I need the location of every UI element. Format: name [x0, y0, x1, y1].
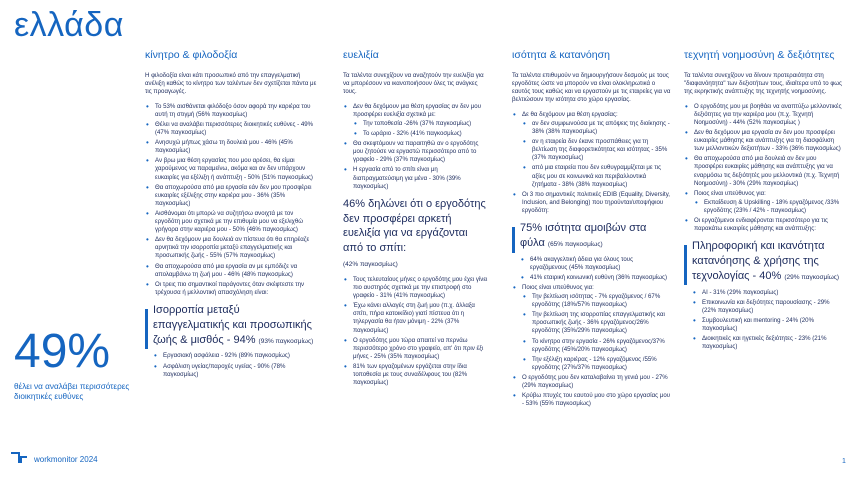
list-item: • Το ωράριο - 32% (41% παγκοσμίως)	[353, 130, 489, 138]
list-item: • Την βελτίωση ισότητας - 7% εργαζόμενος / 67% εργοδότης (18%/57% παγκοσμίως)	[522, 293, 672, 309]
list-item: • Θέλει να αναλάβει περισσότερες διοικητικές ευθύνες - 49% (47% παγκοσμίως)	[145, 121, 317, 137]
list-item: • Οι 3 πιο σημαντικές πολιτικές EDIB (Equality, Diversity, Inclusion, and Belonging) που τηρούνται/υποψήφιου εργοδότη:	[512, 191, 672, 215]
highlight-main: Πληροφορική και ικανότητα κατανόησης & χρήσης της τεχνολογίας - 40%	[692, 240, 825, 282]
list-item: • Οι εργαζόμενοι ενδιαφέρονται περισσότερο για τις παρακάτω ευκαιρίες μάθησης και ανάπτυξης:	[684, 217, 844, 233]
list-item-text: Δεν θα δεχόμουν μια θέση εργασίας αν δεν μου προσφέρει ευελιξία σχετικά με:	[353, 102, 482, 118]
list-item: • Τους τελευταίους μήνες ο εργοδότης μου έχει γίνει πιο αυστηρός σχετικά με την επιστροφή στο γραφείο - 31% (41% παγκοσμίως)	[343, 276, 489, 300]
list-item: • από μια εταιρεία που δεν ευθυγραμμίζεται με τις αξίες μου σε κοινωνικά και περιβαλλοντικά ζητήματα - 38% (38% παγκοσμίως)	[522, 164, 672, 188]
section-intro: Τα ταλέντα επιθυμούν να δημιουργήσουν δεσμούς με τους εργοδότες ώστε να μπορούν να είναι ολοκληρωτικά ο εαυτός τους καθώς και να εργαστούν με τις εταιρείες για να βελτιώσουν την ισότητα στο χώρο εργασίας.	[512, 71, 671, 103]
sub-list	[353, 120, 489, 138]
list-item	[343, 103, 489, 138]
bullet-list	[145, 103, 317, 297]
bullet-list	[343, 103, 489, 191]
highlight-main: 46% δηλώνει ότι ο εργοδότης δεν προσφέρει αρκετή ευελιξία για να εργάζονται από το σπίτι:	[343, 197, 486, 255]
bullet-list	[684, 103, 844, 233]
list-item: • Θα αποχωρούσα από μια δουλειά αν δεν μου προσφέρει ευκαιρίες μάθησης και ανάπτυξης για να εναρμόσω τις δεξιότητές μου μελλοντικά (π.χ. Τεχνητή Νοημοσύνη) - 30% (29% παγκοσμίως)	[684, 155, 844, 187]
list-item: • Την βελτίωση της ισορροπίας επαγγελματικής και προσωπικής ζωής - 36% εργαζόμενος/26% εργοδότης (35%/29% παγκοσμίως)	[522, 311, 672, 335]
list-item: • Οι τρεις πιο σημαντικοί παράγοντες όταν σκέφτεστε την τρέχουσα ή μελλοντική απασχόληση είναι:	[145, 281, 317, 297]
list-item: • AI - 31% (29% παγκοσμίως)	[692, 289, 844, 297]
sub-list	[153, 352, 317, 378]
list-item: • Εκπαίδευση & Upskilling - 18% εργαζόμενος /33% εργοδότης (23% / 42% - παγκοσμίως)	[694, 199, 844, 215]
list-item: • Την εξέλιξη καριέρας - 12% εργαζόμενος /55% εργοδότης (27%/37% παγκοσμίως)	[522, 356, 672, 372]
list-item: • Την τοποθεσία -26% (37% παγκοσμίως)	[353, 120, 489, 128]
list-item	[684, 190, 844, 215]
list-item: • Θα σκεφτόμουν να παραιτηθώ αν ο εργοδότης μου ζητούσε να εργαστώ περισσότερο από το γραφείο - 29% (37% παγκοσμίως)	[343, 140, 489, 164]
sub-list	[692, 289, 844, 352]
column-motivation	[145, 50, 317, 381]
list-item: • Δεν θα δεχόμουν μια εργασία αν δεν μου προσφέρει ευκαιρίες μάθησης και ανάπτυξης για τη διασφάλιση των μελλοντικών δεξιοτήτων - 33% (36% παγκοσμίως)	[684, 129, 844, 153]
list-item	[512, 111, 672, 189]
highlight-bar	[684, 245, 687, 285]
highlight-block	[145, 303, 317, 379]
list-item: • Έχω κάνει αλλαγές στη ζωή μου (π.χ. άλλαξα σπίτι, πήρα κατοικίδιο) γιατί πίστευα ότι η τηλεργασία θα ήταν μόνιμη - 22% (37% παγκοσμίως)	[343, 302, 489, 334]
list-item: • 64% ακαγγελτική άδεια για όλους τους εργαζόμενους (45% παγκοσμίως)	[520, 256, 672, 272]
highlight-block	[684, 239, 844, 351]
sub-list	[694, 199, 844, 215]
bullet-list	[512, 111, 672, 215]
list-item: • Εργασιακή ασφάλεια - 92% (89% παγκοσμίως)	[153, 352, 317, 360]
highlight-text	[520, 221, 672, 251]
highlight-main: 75% ισότητα αμοιβών στα φύλα	[520, 222, 647, 249]
footer	[10, 452, 98, 466]
sub-list	[520, 256, 672, 282]
highlight-note: (42% παγκοσμίως)	[343, 261, 398, 269]
list-item: • Ανησυχώ μήπως χάσω τη δουλειά μου - 46% (45% παγκοσμίως)	[145, 139, 317, 155]
list-item: • 81% των εργαζομένων εργάζεται στην ίδια τοποθεσία με τους συναδέλφους του (82% παγκοσμίως)	[343, 363, 489, 387]
list-item: • 41% εταιρική κοινωνική ευθύνη (36% παγκοσμίως)	[520, 274, 672, 282]
page-number: 1	[842, 458, 846, 465]
highlight-note: (29% παγκοσμίως)	[784, 273, 840, 281]
list-item: • Το 53% αισθάνεται φιλόδοξο όσον αφορά την καριέρα του αυτή τη στιγμή (56% παγκοσμίως)	[145, 103, 317, 119]
list-item: • Διοικητικές και ηγετικές δεξιότητες - 23% (21% παγκοσμίως)	[692, 335, 844, 351]
list-item: • Κρύβω πτυχές του εαυτού μου στο χώρο εργασίας μου - 53% (55% παγκοσμίως)	[512, 392, 672, 408]
key-stat-description: θέλει να αναλάβει περισσότερες διοικητικές ευθύνες	[14, 382, 130, 402]
list-item: • Ο εργοδότης μου με βοηθάει να αναπτύξω μελλοντικές δεξιότητες για την καριέρα μου (π.χ. Τεχνητή Νοημοσύνη) - 44% (52% παγκοσμίως )	[684, 103, 844, 127]
highlight-block	[321, 197, 489, 387]
list-item: • αν δεν συμφωνούσα με τις απόψεις της διοίκησης - 38% (38% παγκοσμίως)	[522, 120, 672, 136]
sub-list	[522, 293, 672, 372]
list-item: • Η εργασία από το σπίτι είναι μη διαπραγματεύσιμη για μένα - 30% (39% παγκοσμίως)	[343, 166, 489, 190]
bullet-list	[512, 284, 672, 408]
list-item: • Αισθάνομαι ότι μπορώ να συζητήσω ανοιχτά με τον εργοδότη μου σχετικά με την επιθυμία μου να εξελιχθώ γρήγορα στην καριέρα μου - 50% (46% παγκοσμίως)	[145, 210, 317, 234]
randstad-logo-icon	[10, 452, 28, 466]
highlight-bar	[512, 227, 515, 253]
section-heading: ευελιξία	[343, 49, 379, 61]
section-heading: τεχνητή νοημοσύνη & δεξιότητες	[684, 49, 835, 61]
highlight-text	[153, 303, 317, 348]
list-item: • Το κίνητρο στην εργασία - 26% εργαζόμενος/37% εργοδότης (45%/20% παγκοσμίως)	[522, 338, 672, 354]
highlight-bar	[145, 309, 148, 349]
list-item: • Ο εργοδότης μου τώρα απαιτεί να περνάω περισσότερο χρόνο στο γραφείο, απ' ότι πριν έξι μήνες - 25% (35% παγκοσμίως)	[343, 337, 489, 361]
list-item-text: Ποιος είναι υπεύθυνος για:	[694, 189, 766, 197]
footer-brand: workmonitor 2024	[34, 454, 98, 464]
list-item: • Επικοινωνία και δεξιότητες παρουσίασης - 29% (22% παγκοσμίως)	[692, 299, 844, 315]
sub-list	[522, 120, 672, 189]
column-equality	[512, 50, 672, 410]
highlight-note: (93% παγκοσμίως)	[258, 337, 314, 345]
bullet-list	[321, 276, 489, 387]
column-ai-skills	[684, 50, 844, 353]
section-heading: κίνητρο & φιλοδοξία	[145, 49, 238, 61]
list-item	[512, 284, 672, 372]
section-heading: ισότητα & κατανόηση	[512, 49, 610, 61]
column-flexibility	[343, 50, 489, 389]
section-intro: Τα ταλέντα συνεχίζουν να δίνουν προτεραιότητα στη "διαφανόητητα" των δεξιοτήτων τους, ιδιαίτερα υπό το φως της εκρηκτικής ανάπτυξης της τεχνητής νοημοσύνης.	[684, 71, 842, 95]
highlight-block	[512, 221, 672, 282]
list-item: • Ασφάλιση υγείας/παροχές υγείας - 90% (78% παγκοσμίως)	[153, 363, 317, 379]
list-item: • Ο εργοδότης μου δεν καταλαβαίνει τη γενιά μου - 27% (29% παγκοσμίως)	[512, 374, 672, 390]
list-item-text: Ποιος είναι υπεύθυνος για:	[522, 284, 594, 292]
list-item-text: Δε θα δεχόμουν μια θέση εργασίας:	[522, 110, 618, 118]
key-stat	[14, 325, 132, 403]
list-item: • αν η εταιρεία δεν έκανε προσπάθειες για τη βελτίωση της διαφορετικότητας και ισότητας - 35% (37% παγκοσμίως)	[522, 138, 672, 162]
section-intro: Τα ταλέντα συνεχίζουν να αναζητούν την ευελιξία για να μπορέσουν να ικανοποιήσουν όλες τις ανάγκες τους.	[343, 71, 484, 95]
list-item: • Θα αποχωρούσα από μια εργασία εάν δεν μου προσφέρει ευκαιρίες εξέλιξης στην καριέρα μου - 36% (35% παγκοσμίως)	[145, 184, 317, 208]
section-intro: Η φιλοδοξία είναι κάτι προσωπικό από την επαγγελματική ανέλιξη καθώς το κίνητρο των ταλέντων δεν σχετίζεται πάντα με τις προαγωγές.	[145, 71, 317, 95]
highlight-note: (65% παγκοσμίως)	[547, 240, 603, 248]
list-item: • Αν βρω μια θέση εργασίας που μου αρέσει, θα είμαι χαρούμενος να παραμείνω, ακόμα και αν δεν υπάρχουν ευκαιρίες για εξέλιξη ή ανάπτυξη - 50% (51% παγκοσμίως)	[145, 157, 317, 181]
highlight-main: Ισορροπία μεταξύ επαγγελματικής και προσωπικής ζωής & μισθός - 94%	[153, 303, 312, 346]
list-item: • Συμβουλευτική και mentoring - 24% (20% παγκοσμίως)	[692, 317, 844, 333]
highlight-text	[692, 239, 844, 284]
highlight-text	[321, 197, 489, 271]
list-item: • Δεν θα δεχόμουν μια δουλειά αν πίστευα ότι θα επηρέαζε αρνητικά την ισορροπία μεταξύ επαγγελματικής και προσωπικής ζωής - 55% (57% παγκοσμίως)	[145, 236, 317, 260]
list-item: • Θα αποχωρούσα από μια εργασία αν με εμπόδιζε να απολαμβάνω τη ζωή μου - 46% (48% παγκοσμίως)	[145, 263, 317, 279]
key-stat-value: 49%	[14, 325, 111, 378]
page-title: ελλάδα	[14, 6, 124, 44]
